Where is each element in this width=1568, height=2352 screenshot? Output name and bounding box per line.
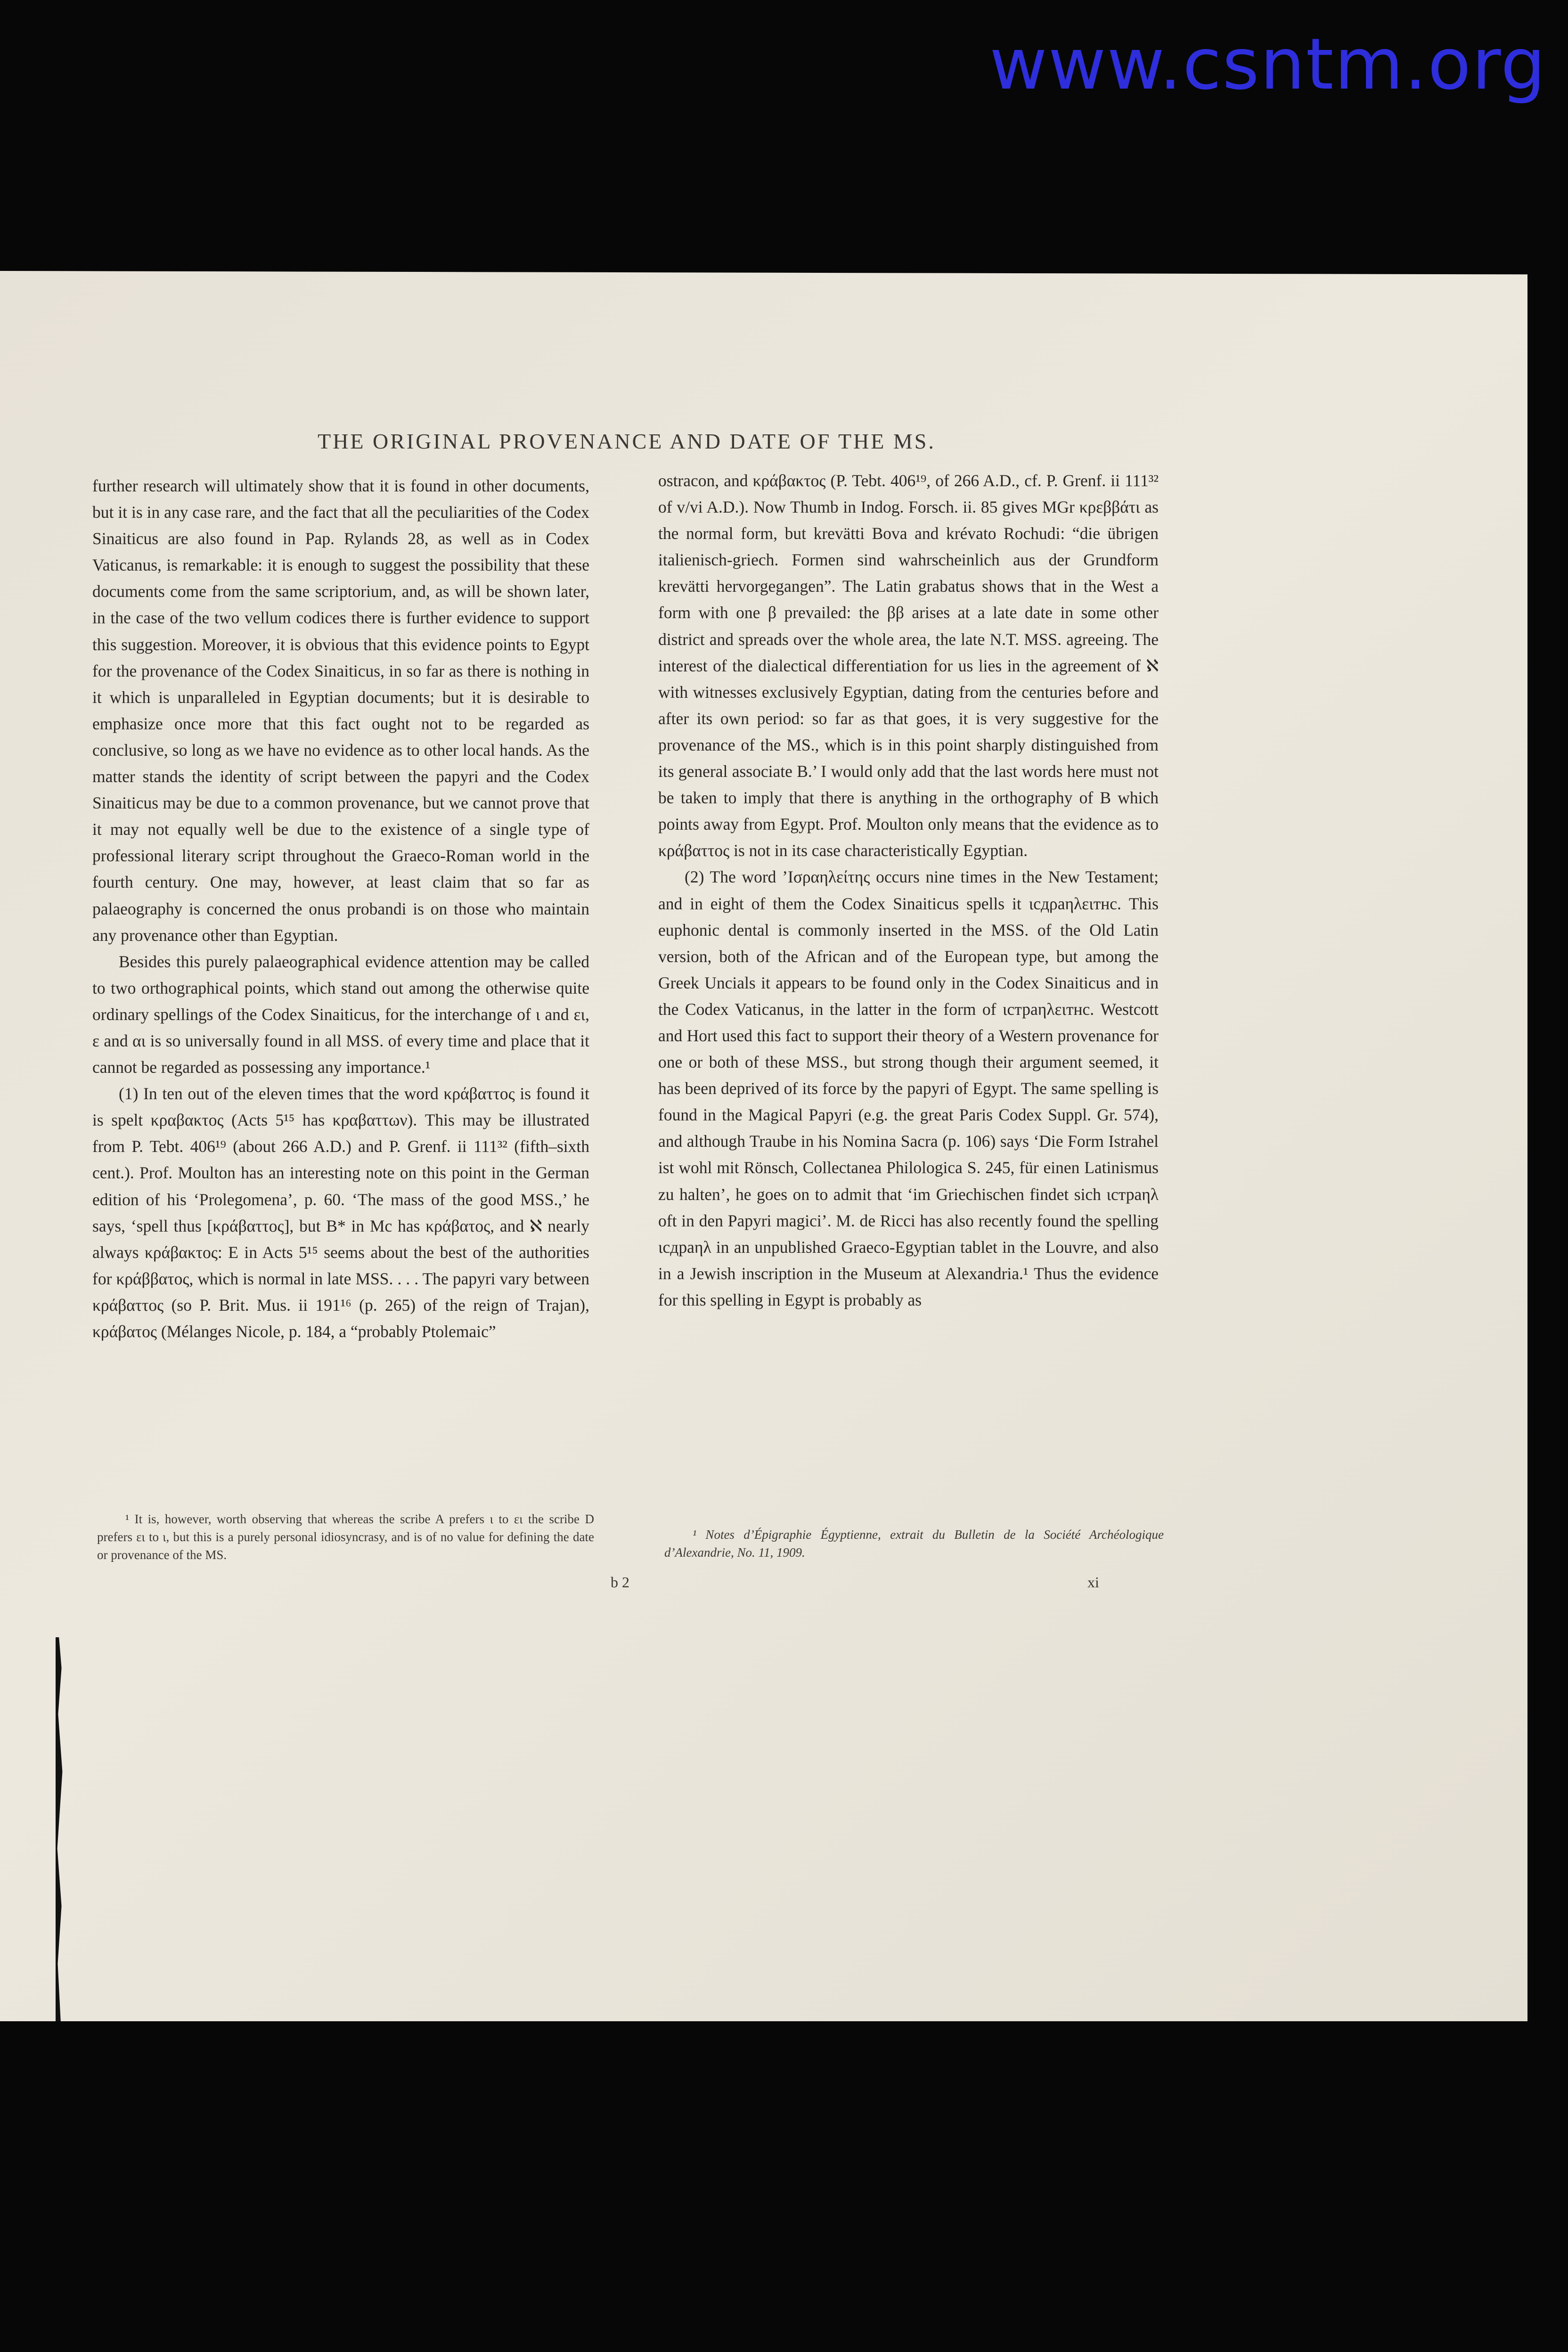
left-paragraph-2: Besides this purely palaeographical evidence attention may be called to two orthographical points, which stand out among the otherwise quite ordinary spellings of the Codex Sinaiticus, for the interchange of ι and ει, ε and αι is so universally found in all MSS. of every time and place that it cannot be regarded as possessing any importance.¹ [92,952,589,1077]
footnote-right: ¹ Notes d’Épigraphie Égyptienne, extrait du Bulletin de la Société Archéologique d’Alexandrie, No. 11, 1909. [664,1527,1164,1560]
left-paragraph-3: (1) In ten out of the eleven times that the word κράβαττος is found it is spelt κραβακτος (Acts 5¹⁵ has κραβαττων). This may be illustrated from P. Tebt. 406¹⁹ (about 266 A.D.) and P. Grenf. ii 111³² (fifth–sixth cent.). Prof. Moulton has an interesting note on this point in the German edition of his ‘Prolegomena’, p. 60. ‘The mass of the good MSS.,’ he says, ‘spell thus [κράβαττος], but B* in Mc has κράβατος, and ℵ nearly always κράβακτος: E in Acts 5¹⁵ seems about the best of the authorities for κράββατος, which is normal in late MSS. . . . The papyri vary between κράβαττος (so P. Brit. Mus. ii 191¹⁶ (p. 265) of the reign of Trajan), κράβατος (Mélanges Nicole, p. 184, a “probably Ptolemaic” [92,1084,589,1341]
right-paragraph-1: ostracon, and κράβακτος (P. Tebt. 406¹⁹, of 266 A.D., cf. P. Grenf. ii 111³² of v/vi A.D.). Now Thumb in Indog. Forsch. ii. 85 gives MGr κρεββάτι as the normal form, but krevätti Bova and krévato Rochudi: “die übrigen italienisch-griech. Formen sind wahrscheinlich aus der Grundform krevätti hervorgegangen”. The Latin grabatus shows that in the West a form with one β prevailed: the ββ arises at a late date in some other district and spreads over the whole area, the late N.T. MSS. agreeing. The interest of the dialectical differentiation for us lies in the agreement of ℵ with witnesses exclusively Egyptian, dating from the centuries before and after its own period: so far as that goes, it is very suggestive for the provenance of the MS., which is in this point sharply distinguished from its general associate B.’ I would only add that the last words here must not be taken to imply that there is anything in the orthography of B which points away from Egypt. Prof. Moulton only means that the evidence as to κράβαττος is not in its case characteristically Egyptian. [658,471,1159,860]
running-header: THE ORIGINAL PROVENANCE AND DATE OF THE MS. [318,429,936,453]
left-paragraph-1: further research will ultimately show that it is found in other documents, but it is in any case rare, and the fact that all the peculiarities of the Codex Sinaiticus are also found in Pap. Rylands 28, as well as in Codex Vaticanus, is remarkable: it is enough to suggest the possibility that these documents come from the same scriptorium, and, as will be shown later, in the case of the two vellum codices there is further evidence to support this suggestion. Moreover, it is obvious that this evidence points to Egypt for the provenance of the Codex Sinaiticus, in so far as there is nothing in it which is unparalleled in Egyptian documents; but it is desirable to emphasize once more that this fact ought not to be regarded as conclusive, so long as we have no evidence as to other local hands. As the matter stands the identity of script between the papyri and the Codex Sinaiticus may be due to a common provenance, but we cannot prove that it may not equally well be due to the existence of a single type of professional literary script throughout the Graeco-Roman world in the fourth century. One may, however, at least claim that so far as palaeography is concerned the onus probandi is on those who maintain any provenance other than Egyptian. [92,476,589,945]
footnote-left: ¹ It is, however, worth observing that whereas the scribe A prefers ι to ει the scribe D prefers ει to ι, but this is a purely personal idiosyncrasy, and is of no value for defining the date or provenance of the MS. [97,1512,594,1562]
right-paragraph-2: (2) The word ’Ισραηλείτης occurs nine times in the New Testament; and in eight of them the Codex Sinaiticus spells it ιсдρаηλειтнс. This euphonic dental is commonly inserted in the MSS. of the Old Latin version, both of the African and of the European type, but among the Greek Uncials it appears to be found only in the Codex Sinaiticus and in the Codex Vaticanus, in the latter in the form of ιстраηλειтнс. Westcott and Hort used this fact to support their theory of a Western provenance for one or both of these MSS., but strong though their argument seemed, it has been deprived of its force by the papyri of Egypt. The same spelling is found in the Magical Papyri (e.g. the great Paris Codex Suppl. Gr. 574), and although Traube in his Nomina Sacra (p. 106) says ‘Die Form Istrahel ist wohl mit Rönsch, Collectanea Philologica S. 245, für einen Latinismus zu halten’, he goes on to admit that ‘im Griechischen findet sich ιстраηλ oft in den Papyri magici’. M. de Ricci has also recently found the spelling ιсдраηλ in an unpublished Graeco-Egyptian tablet in the Louvre, and also in a Jewish inscription in the Museum at Alexandria.¹ Thus the evidence for this spelling in Egypt is probably as [658,867,1159,1309]
right-column [658,467,1159,1313]
watermark: www.csntm.org [989,24,1547,106]
page-number: xi [1087,1574,1099,1591]
signature-mark: b 2 [611,1574,629,1591]
left-column [92,473,589,1345]
